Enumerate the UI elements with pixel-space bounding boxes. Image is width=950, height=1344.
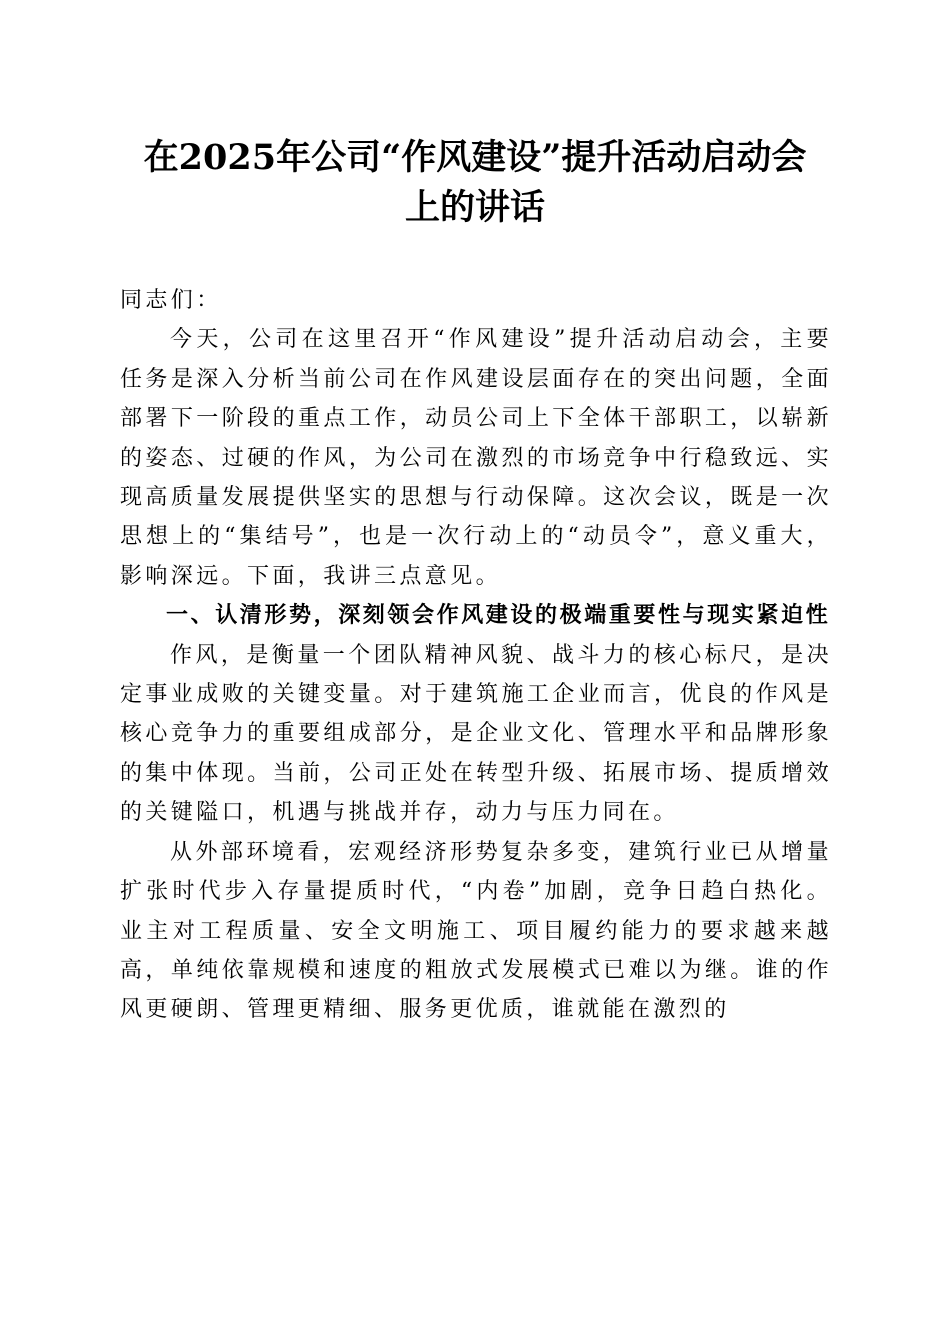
section-1-paragraph-1: 作风，是衡量一个团队精神风貌、战斗力的核心标尺，是决定事业成败的关键变量。对于建筑施工企业而言，优良的作风是核心竞争力的重要组成部分，是企业文化、管理水平和品牌形象的集中体现。当前，公司正处在转型升级、拓展市场、提质增效的关键隘口，机遇与挑战并存，动力与压力同在。 [120, 642, 832, 826]
document-title [110, 133, 840, 233]
salutation: 同志们： [120, 288, 222, 313]
document-body [120, 281, 832, 1030]
section-1-heading: 一、认清形势，深刻领会作风建设的极端重要性与现实紧迫性 [166, 603, 831, 629]
title-line-1: 在2025年公司“作风建设”提升活动启动会 [143, 137, 807, 178]
section-1-paragraph-2: 从外部环境看，宏观经济形势复杂多变，建筑行业已从增量扩张时代步入存量提质时代，“内卷”加剧，竞争日趋白热化。业主对工程质量、安全文明施工、项目履约能力的要求越来越高，单纯依靠规模和速度的粗放式发展模式已难以为继。谁的作风更硬朗、管理更精细、服务更优质，谁就能在激烈的 [120, 839, 832, 1023]
title-line-2: 上的讲话 [404, 187, 545, 228]
opening-paragraph: 今天，公司在这里召开“作风建设”提升活动启动会，主要任务是深入分析当前公司在作风建设层面存在的突出问题，全面部署下一阶段的重点工作，动员公司上下全体干部职工，以崭新的姿态、过硬的作风，为公司在激烈的市场竞争中行稳致远、实现高质量发展提供坚实的思想与行动保障。这次会议，既是一次思想上的“集结号”，也是一次行动上的“动员令”，意义重大，影响深远。下面，我讲三点意见。 [120, 327, 832, 589]
